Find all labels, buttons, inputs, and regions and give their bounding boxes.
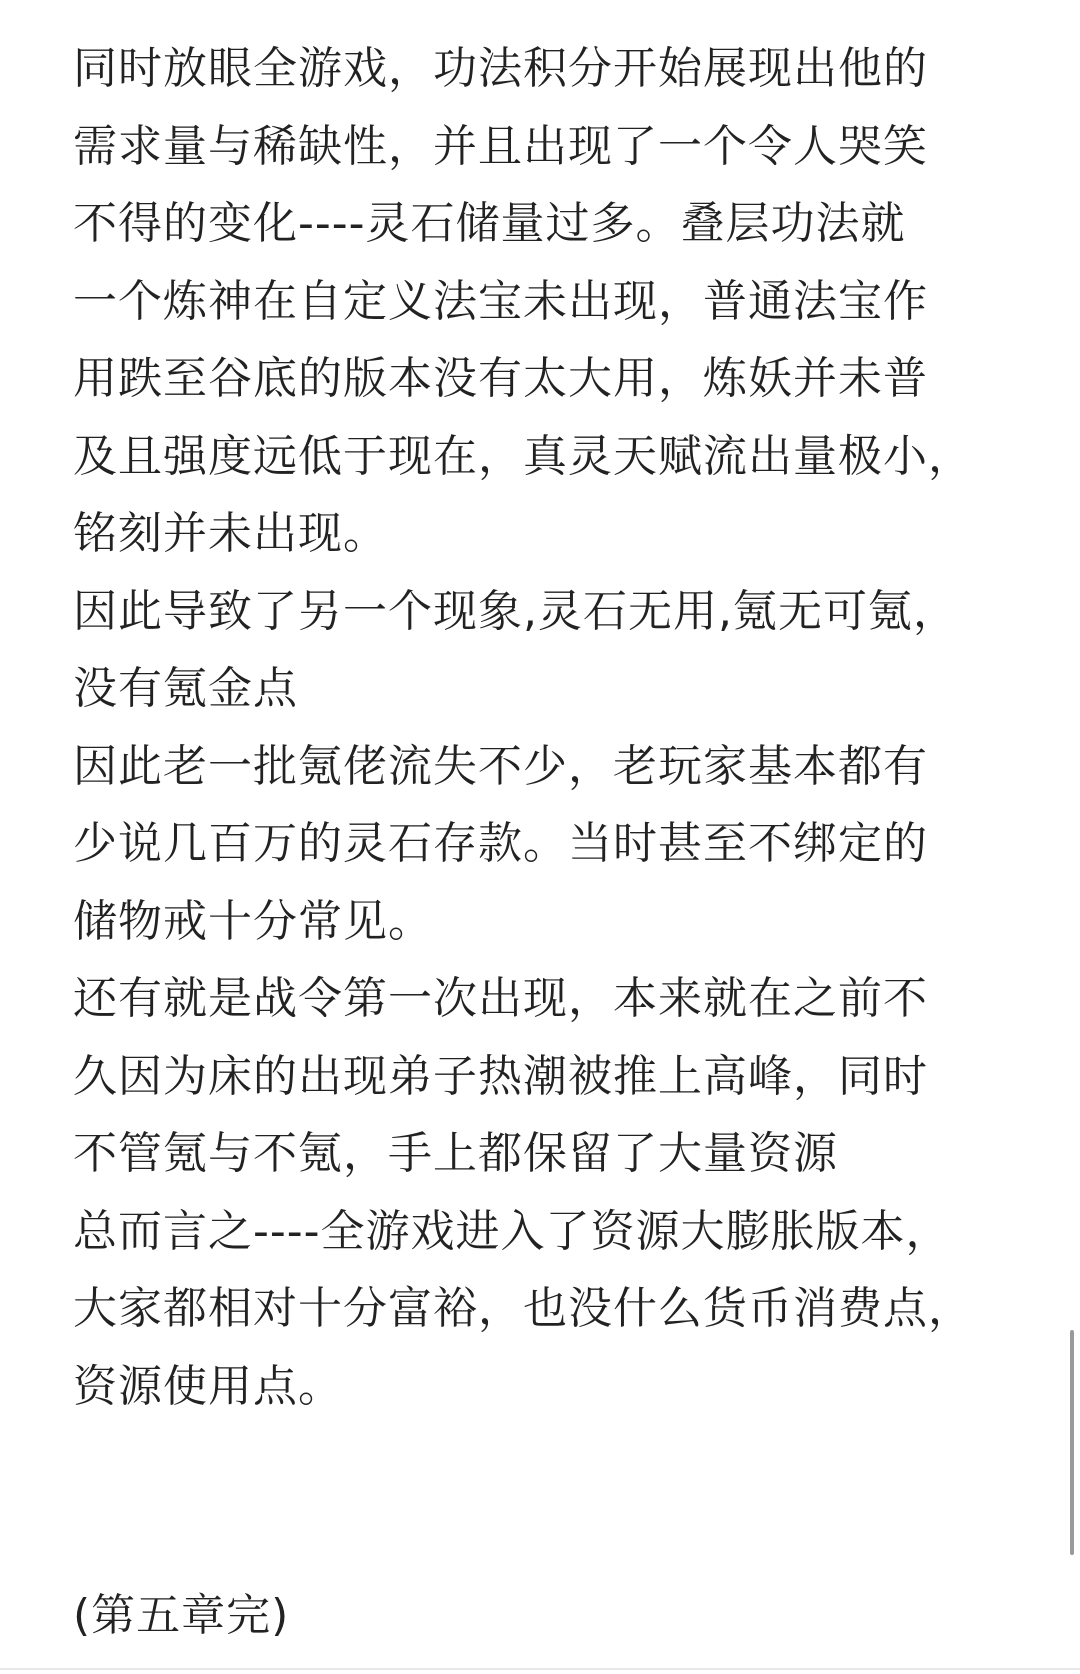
text-line: 少说几百万的灵石存款。当时甚至不绑定的 — [73, 818, 928, 869]
scrollbar-thumb[interactable] — [1070, 1330, 1074, 1555]
text-line: 同时放眼全游戏，功法积分开始展现出他的 — [73, 43, 928, 94]
paragraph-gap — [73, 1425, 1053, 1577]
text-line: 需求量与稀缺性，并且出现了一个令人哭笑 — [73, 120, 928, 172]
text-line: 总而言之----全游戏进入了资源大膨胀版本， — [73, 1205, 951, 1257]
text-line: 因此老一批氪佬流失不少，老玩家基本都有 — [73, 740, 928, 792]
text-line: 没有氪金点 — [73, 663, 298, 714]
text-line: 还有就是战令第一次出现，本来就在之前不 — [73, 973, 928, 1024]
text-line: 及且强度远低于现在，真灵天赋流出量极小， — [73, 430, 973, 482]
text-line: 久因为床的出现弟子热潮被推上高峰，同时 — [73, 1050, 928, 1102]
text-line: 不得的变化----灵石储量过多。叠层功法就 — [73, 198, 906, 249]
article-body — [73, 30, 1053, 1655]
text-line: 储物戒十分常见。 — [73, 895, 433, 947]
text-line: 大家都相对十分富裕，也没什么货币消费点， — [73, 1283, 973, 1334]
text-line: 铭刻并未出现。 — [73, 508, 388, 559]
text-line: 一个炼神在自定义法宝未出现，普通法宝作 — [73, 275, 928, 327]
text-line: 用跌至谷底的版本没有太大用，炼妖并未普 — [73, 353, 928, 404]
text-line: 资源使用点。 — [73, 1360, 343, 1412]
chapter-end-note: (第五章完) — [73, 1590, 290, 1641]
text-line: 因此导致了另一个现象,灵石无用,氪无可氪， — [73, 585, 958, 637]
bottom-divider — [0, 1668, 1080, 1670]
text-line: 不管氪与不氪，手上都保留了大量资源 — [73, 1128, 838, 1179]
